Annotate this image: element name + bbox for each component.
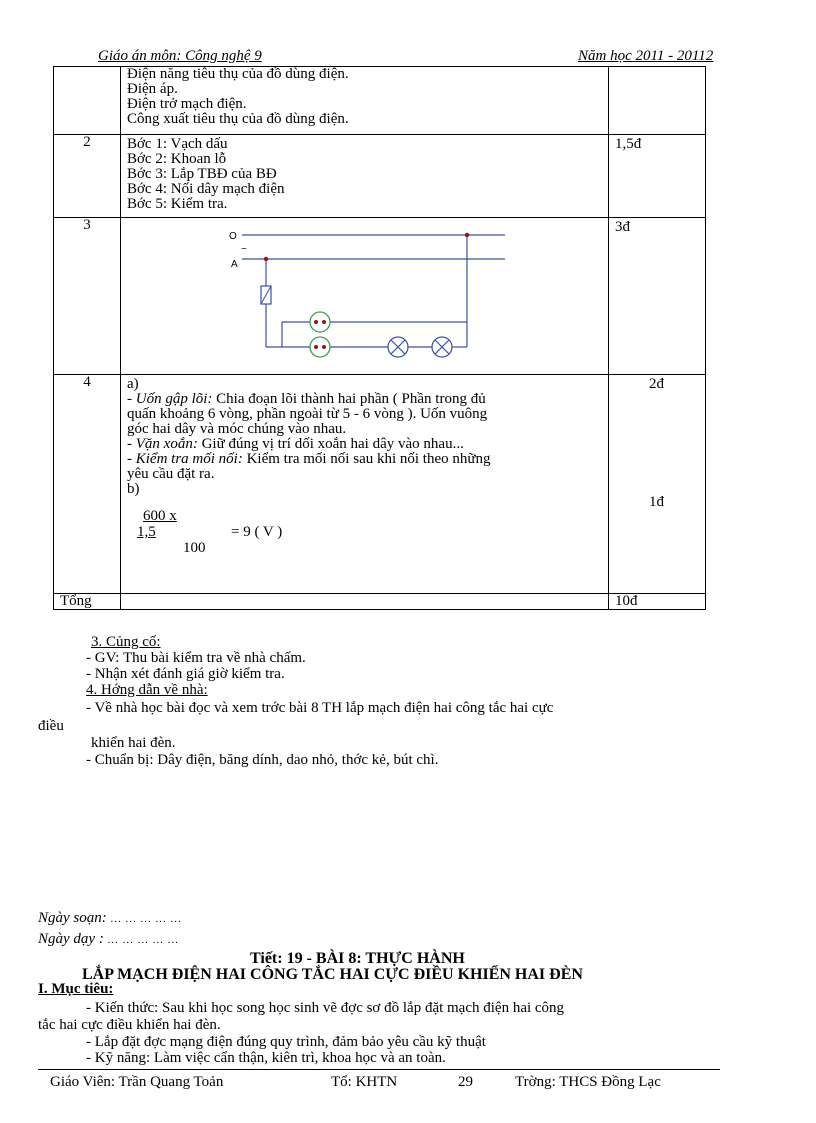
row-score: 1,5đ bbox=[609, 135, 706, 218]
label-tilde: ~ bbox=[241, 244, 247, 255]
row-score: 3đ bbox=[609, 218, 706, 375]
total-label: Tổng bbox=[54, 594, 121, 610]
footer-page-number: 29 bbox=[458, 1074, 473, 1090]
junction-node bbox=[264, 257, 268, 261]
circuit-diagram-cell bbox=[121, 218, 609, 375]
footer-school: Trờng: THCS Đồng Lạc bbox=[515, 1074, 661, 1090]
header-school-year: Năm học 2011 - 20112 bbox=[578, 48, 714, 64]
footer-group: Tổ: KHTN bbox=[331, 1074, 398, 1090]
socket-icon bbox=[310, 337, 330, 357]
fuse-mark bbox=[261, 286, 271, 304]
lamp-icon bbox=[432, 337, 452, 357]
circuit-wires bbox=[242, 235, 505, 347]
row2-content: Bớc 1: Vạch dấu Bớc 2: Khoan lỗ Bớc 3: Lắp TBĐ của BĐ Bớc 4: Nối dây mạch điện Bớc 5: Kiểm tra. bbox=[121, 135, 609, 218]
table-row-total bbox=[54, 594, 706, 610]
table-row bbox=[54, 67, 706, 135]
table-row bbox=[54, 135, 706, 218]
objectives-title: I. Mục tiêu: bbox=[38, 981, 114, 997]
table-row bbox=[54, 218, 706, 375]
row1-content: Điện năng tiêu thụ của đồ dùng điện. Điện áp. Điện trở mạch điện. Công xuất tiêu thụ của đồ dùng điện. bbox=[121, 67, 609, 135]
date-prepared: Ngày soạn: ... ... ... ... ... bbox=[38, 910, 182, 926]
junction-node bbox=[465, 233, 469, 237]
lamp-icon bbox=[388, 337, 408, 357]
lesson-title: Tiết: 19 - BÀI 8: THỰC HÀNH bbox=[250, 950, 465, 967]
row4-content: a) - Uốn gập lõi: Chia đoạn lõi thành hai phần ( Phần trong đủ quấn khoảng 6 vòng, phần ngoài từ 5 - 6 vòng ). Uốn vuông góc hai dây và móc chúng vào nhau. - Vặn xoắn: Giữ đúng vị trí dối xoắn hai dây vào nhau... - Kiểm tra mối nối: Kiểm tra mối nối sau khi nối theo những yêu cầu đặt ra. b) 600 x 1,5 100 = 9 ( V ) bbox=[121, 375, 609, 594]
footer-rule bbox=[38, 1069, 720, 1070]
row-number: 4 bbox=[54, 375, 121, 594]
row-score: 2đ 1đ bbox=[609, 375, 706, 594]
footer-teacher: Giáo Viên: Trần Quang Toản bbox=[50, 1074, 224, 1090]
voltage-formula: 600 x 1,5 100 = 9 ( V ) bbox=[137, 508, 283, 556]
row-number: 3 bbox=[54, 218, 121, 375]
lesson-subtitle: LẮP MẠCH ĐIỆN HAI CÔNG TẮC HAI CỰC ĐIỀU KHIỂN HAI ĐÈN bbox=[82, 966, 583, 983]
label-o: O bbox=[229, 231, 237, 242]
section-3-title: 3. Củng cố: bbox=[91, 634, 161, 650]
circuit-diagram bbox=[121, 218, 609, 373]
socket-icon bbox=[310, 312, 330, 332]
header-subject: Giáo án môn: Công nghệ 9 bbox=[98, 48, 262, 64]
grading-table bbox=[53, 66, 706, 610]
date-taught: Ngày dạy : ... ... ... ... ... bbox=[38, 931, 179, 947]
total-score: 10đ bbox=[609, 594, 706, 610]
table-row bbox=[54, 375, 706, 594]
label-a: A bbox=[231, 259, 238, 270]
row-number: 2 bbox=[54, 135, 121, 218]
section-4-title: 4. Hớng dẫn về nhà: bbox=[86, 682, 208, 698]
